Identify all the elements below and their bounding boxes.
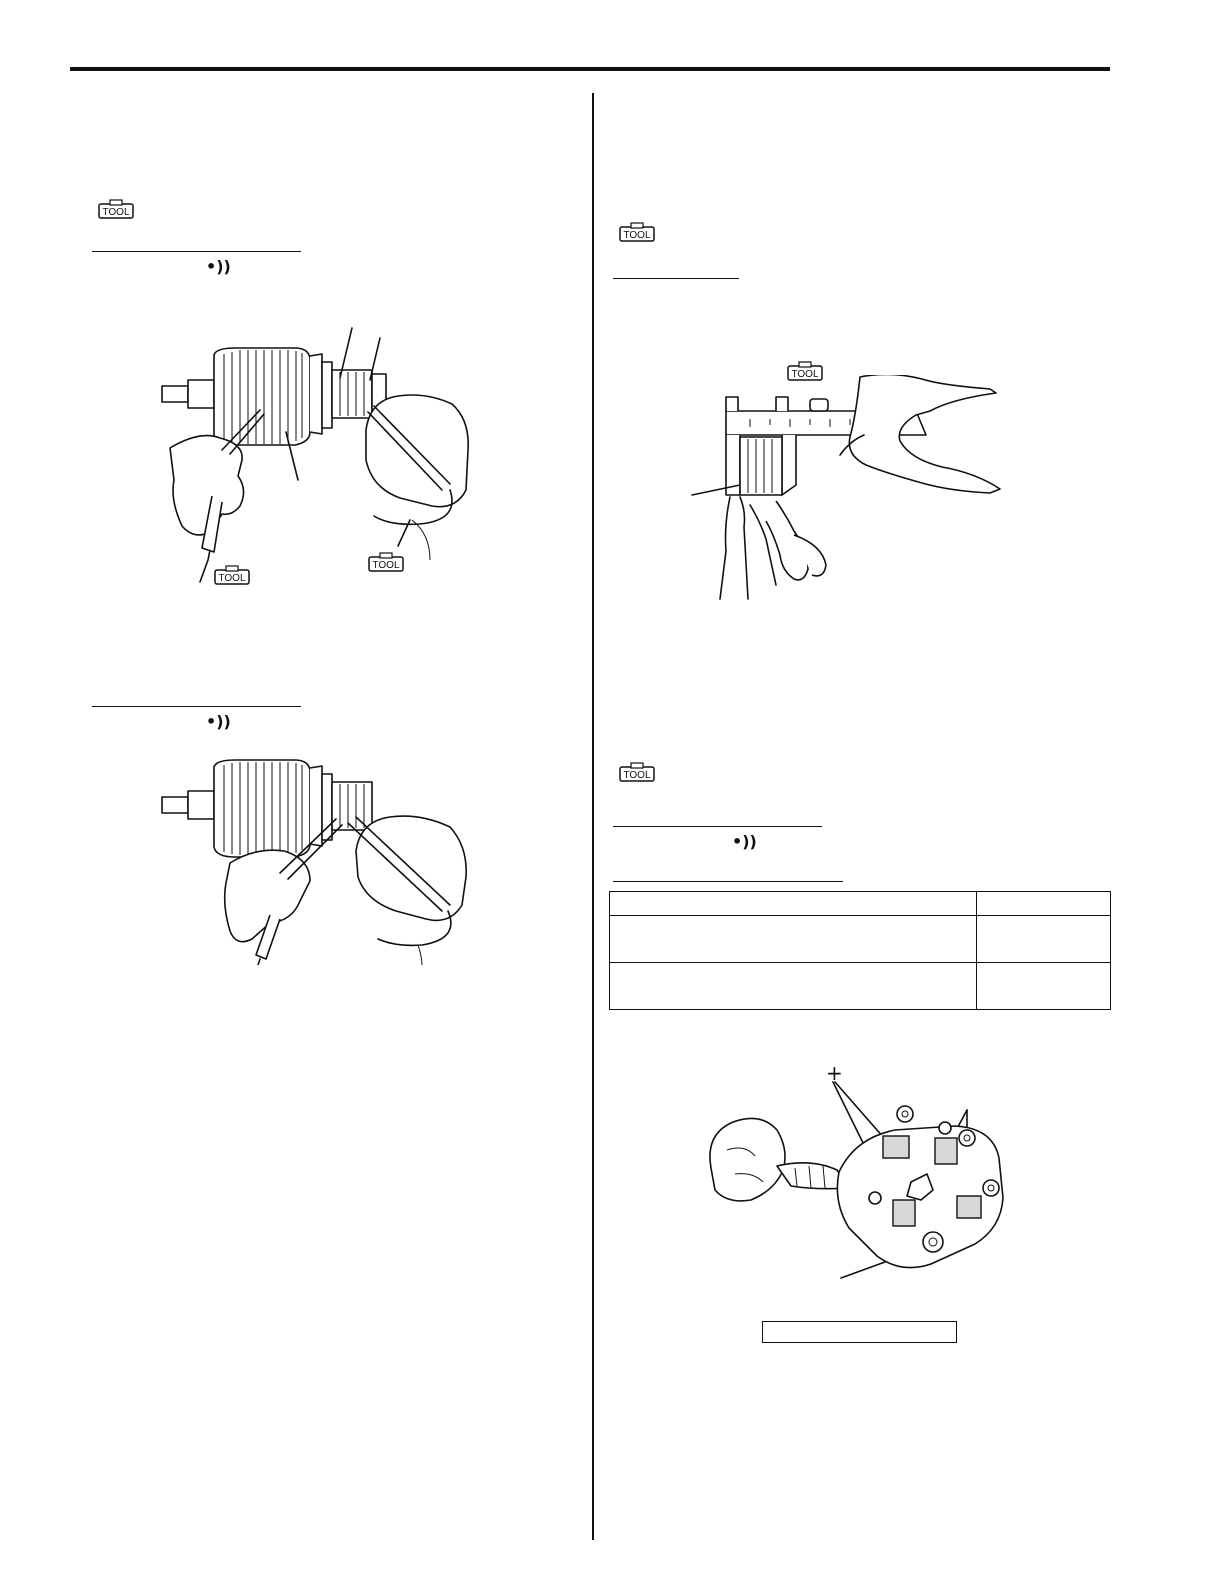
table-cell bbox=[610, 963, 977, 1010]
continuity-sound-icon: •)) bbox=[206, 712, 231, 731]
svg-text:TOOL: TOOL bbox=[102, 207, 130, 218]
header-rule bbox=[70, 67, 1110, 71]
table-cell bbox=[977, 892, 1111, 916]
table-cell bbox=[610, 892, 977, 916]
column-divider bbox=[592, 93, 594, 1540]
plus-sign: + bbox=[826, 1061, 843, 1085]
section-underline bbox=[92, 251, 301, 252]
section-underline bbox=[613, 881, 843, 882]
brush-holder-assembly bbox=[705, 1078, 1035, 1288]
table-cell bbox=[610, 916, 977, 963]
continuity-sound-icon: •)) bbox=[206, 257, 231, 276]
tool-icon bbox=[214, 565, 250, 585]
armature-commutator-continuity-test bbox=[160, 755, 480, 965]
table-cell bbox=[977, 963, 1111, 1010]
svg-text:TOOL: TOOL bbox=[623, 230, 651, 241]
svg-text:TOOL: TOOL bbox=[218, 573, 246, 584]
continuity-sound-icon: •)) bbox=[732, 832, 757, 851]
table-cell bbox=[977, 916, 1111, 963]
section-underline bbox=[613, 826, 822, 827]
tool-icon bbox=[98, 199, 134, 219]
section-underline bbox=[92, 706, 301, 707]
svg-text:TOOL: TOOL bbox=[372, 560, 400, 571]
tool-icon bbox=[619, 222, 655, 242]
section-underline bbox=[613, 278, 739, 279]
commutator-outer-diameter-measurement bbox=[690, 375, 1030, 600]
table-row bbox=[610, 892, 1111, 916]
armature-commutator-ground-test bbox=[160, 320, 480, 585]
svg-text:TOOL: TOOL bbox=[623, 770, 651, 781]
tool-icon bbox=[619, 762, 655, 782]
tool-icon bbox=[368, 552, 404, 572]
table-row bbox=[610, 916, 1111, 963]
spec-table bbox=[609, 891, 1111, 1010]
table-row bbox=[610, 963, 1111, 1010]
figure-caption-box bbox=[762, 1321, 957, 1343]
svg-text:TOOL: TOOL bbox=[791, 369, 819, 380]
